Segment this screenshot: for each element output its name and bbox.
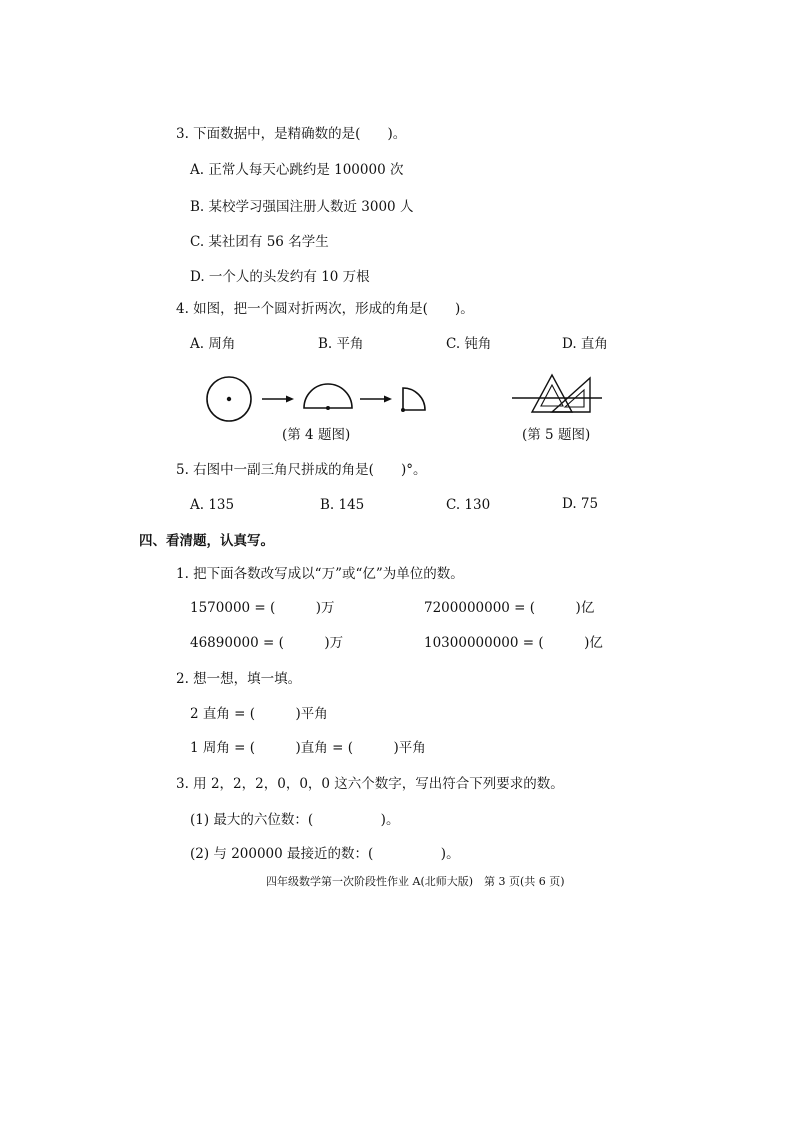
q5-figure-caption: (第 5 题图) (522, 427, 591, 443)
s4-p1-item-3: 46890000 = ( )万 (190, 635, 344, 651)
semicircle-center-dot (326, 406, 330, 410)
q4-figure-caption: (第 4 题图) (282, 427, 351, 443)
q3-stem: 3. 下面数据中，是精确数的是( )。 (176, 126, 407, 142)
quarter-circle-center-dot (401, 408, 405, 412)
s4-p2-line-1: 2 直角 = ( )平角 (190, 706, 328, 722)
q3-option-a: A. 正常人每天心跳约是 100000 次 (190, 162, 404, 178)
q4-option-c: C. 钝角 (446, 336, 492, 352)
s4-p2-line-2: 1 周角 = ( )直角 = ( )平角 (190, 740, 426, 756)
q4-option-a: A. 周角 (190, 336, 236, 352)
circle-center-dot (227, 397, 231, 401)
s4-p3-sub-1: (1) 最大的六位数：( )。 (190, 812, 400, 828)
arrow-2-head (384, 396, 392, 403)
semicircle-shape (304, 384, 352, 408)
q3-option-d: D. 一个人的头发约有 10 万根 (190, 269, 370, 285)
q4-stem: 4. 如图，把一个圆对折两次，形成的角是( )。 (176, 301, 474, 317)
q5-option-c: C. 130 (446, 497, 491, 513)
q4-figure (200, 372, 440, 428)
page-footer: 四年级数学第一次阶段性作业 A(北师大版) 第 3 页(共 6 页) (266, 875, 565, 888)
q5-option-b: B. 145 (320, 497, 365, 513)
s4-p1-item-2: 7200000000 = ( )亿 (424, 600, 595, 616)
q5-stem: 5. 右图中一副三角尺拼成的角是( )°。 (176, 462, 427, 478)
s4-p2-stem: 2. 想一想，填一填。 (176, 671, 302, 687)
s4-p1-item-4: 10300000000 = ( )亿 (424, 635, 603, 651)
q3-option-b: B. 某校学习强国注册人数近 3000 人 (190, 199, 414, 215)
s4-p3-stem: 3. 用 2，2，2，0，0，0 这六个数字，写出符合下列要求的数。 (176, 776, 564, 792)
section4-title: 四、看清题，认真写。 (139, 533, 274, 549)
q4-option-d: D. 直角 (562, 336, 608, 352)
q3-option-c: C. 某社团有 56 名学生 (190, 234, 329, 250)
q4-option-b: B. 平角 (318, 336, 364, 352)
s4-p1-item-1: 1570000 = ( )万 (190, 600, 335, 616)
q5-option-a: A. 135 (190, 497, 235, 513)
arrow-1-head (286, 396, 294, 403)
quarter-circle-shape (403, 388, 425, 410)
s4-p1-stem: 1. 把下面各数改写成以“万”或“亿”为单位的数。 (176, 566, 464, 582)
s4-p3-sub-2: (2) 与 200000 最接近的数：( )。 (190, 846, 460, 862)
q5-figure (510, 370, 604, 424)
q5-option-d: D. 75 (562, 496, 599, 512)
